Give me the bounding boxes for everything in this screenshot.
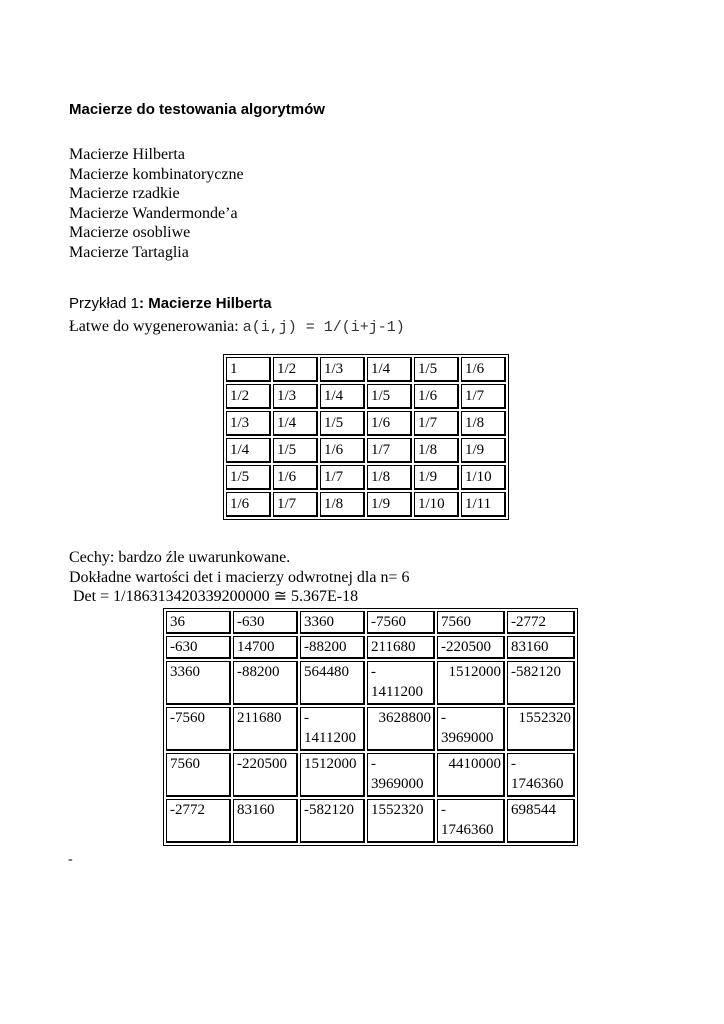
table-cell: 1552320 [367,799,435,843]
table-cell: 4410000 [437,753,505,797]
table-cell: 1/3 [226,411,271,436]
table-cell: 1/5 [414,357,459,382]
table-cell: - 1411200 [300,707,365,751]
table-cell: 1/10 [414,492,459,517]
list-item: Macierze Hilberta [69,146,185,163]
page-title: Macierze do testowania algorytmów [69,101,325,118]
table-cell: 1512000 [300,753,365,797]
table-cell: -220500 [233,753,298,797]
table-cell: 83160 [507,636,575,659]
table-cell: 1/2 [226,384,271,409]
determinant-line: Det = 1/186313420339200000 ≅ 5.367E-18 [69,588,359,605]
table-row [226,411,506,436]
table-cell: - 1411200 [367,661,435,705]
table-cell: -2772 [166,799,231,843]
table-cell: 1/4 [226,438,271,463]
table-row [226,357,506,382]
table-cell: 7560 [166,753,231,797]
table-cell: 1/2 [273,357,318,382]
table-cell: 1/8 [461,411,506,436]
table-cell: 1/7 [367,438,412,463]
list-item: Macierze kombinatoryczne [69,165,244,183]
table-cell: -582120 [507,661,575,705]
table-cell: 1/6 [273,465,318,490]
formula-label: Łatwe do wygenerowania: [69,318,243,335]
table-cell: 1/6 [320,438,365,463]
table-cell: 7560 [437,611,505,634]
table-cell: -630 [166,636,231,659]
table-cell: 564480 [300,661,365,705]
list-item: Macierze Wandermonde’a [69,204,238,222]
table-cell: 1/4 [273,411,318,436]
table-row [226,465,506,490]
list-item: Macierze rzadkie [69,185,180,202]
formula-code: a(i,j) = 1/(i+j-1) [242,319,405,336]
table-cell: 1552320 [507,707,575,751]
table-cell: 1/10 [461,465,506,490]
table-cell: 1/8 [320,492,365,517]
table-cell: -88200 [300,636,365,659]
table-cell: 1/5 [320,411,365,436]
table-cell: 1/5 [367,384,412,409]
table-cell: 1/7 [461,384,506,409]
table-cell: - 3969000 [367,753,435,797]
table-cell: -220500 [437,636,505,659]
inverse-matrix-table [163,608,578,846]
table-cell: 1/7 [414,411,459,436]
features-block [69,548,409,607]
table-cell: -7560 [367,611,435,634]
table-cell: 3628800 [367,707,435,751]
table-cell: 1/7 [273,492,318,517]
features-line: Dokładne wartości det i macierzy odwrotnej dla n= 6 [69,568,410,586]
features-line: Cechy: bardzo źle uwarunkowane. [69,549,291,566]
table-row [226,438,506,463]
table-cell: 1/3 [273,384,318,409]
table-cell: - 1746360 [507,753,575,797]
table-cell: 1/7 [320,465,365,490]
table-cell: - 3969000 [437,707,505,751]
table-cell: 14700 [233,636,298,659]
table-cell: 3360 [166,661,231,705]
table-cell: 1/3 [320,357,365,382]
table-cell: 1/9 [367,492,412,517]
table-cell: 1/9 [414,465,459,490]
formula-line [69,318,405,336]
list-item: Macierze osobliwe [69,224,191,241]
table-cell: 1512000 [437,661,505,705]
table-cell: 1 [226,357,271,382]
table-cell: 1/11 [461,492,506,517]
table-row [166,753,575,797]
table-cell: 1/8 [367,465,412,490]
table-cell: -582120 [300,799,365,843]
example-prefix: Przykład 1 [69,295,140,312]
hilbert-matrix-table [223,354,509,520]
table-cell: 1/4 [367,357,412,382]
table-cell: 211680 [367,636,435,659]
table-row [166,707,575,751]
table-cell: 83160 [233,799,298,843]
table-cell: 1/6 [461,357,506,382]
table-cell: 698544 [507,799,575,843]
table-row [166,661,575,705]
table-cell: - 1746360 [437,799,505,843]
table-cell: 1/4 [320,384,365,409]
table-cell: -2772 [507,611,575,634]
table-row [166,799,575,843]
table-cell: 1/8 [414,438,459,463]
table-cell: 1/5 [273,438,318,463]
table-cell: 36 [166,611,231,634]
table-row [226,492,506,517]
table-cell: 211680 [233,707,298,751]
list-item: Macierze Tartaglia [69,243,189,261]
example-title: : Macierze Hilberta [139,295,272,312]
table-cell: 1/6 [367,411,412,436]
table-cell: 3360 [300,611,365,634]
table-row [226,384,506,409]
table-cell: 1/6 [414,384,459,409]
table-cell: -7560 [166,707,231,751]
table-cell: 1/6 [226,492,271,517]
table-cell: -88200 [233,661,298,705]
table-cell: -630 [233,611,298,634]
table-row [166,611,575,634]
footer-mark: - [68,852,73,867]
table-cell: 1/9 [461,438,506,463]
matrix-type-list [69,145,244,262]
table-row [166,636,575,659]
example-heading [69,295,272,312]
table-cell: 1/5 [226,465,271,490]
